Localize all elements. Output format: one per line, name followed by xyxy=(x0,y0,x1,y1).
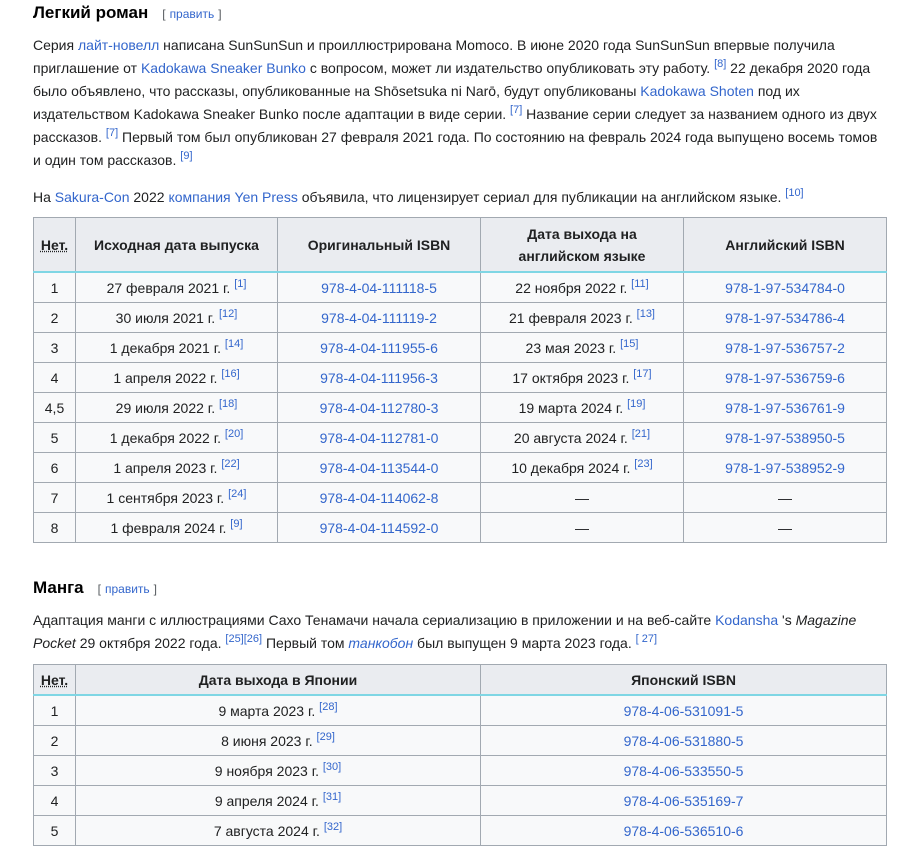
date-text: 29 июля 2022 г. xyxy=(115,399,216,416)
date-text: 9 апреля 2024 г. xyxy=(214,792,319,809)
isbn-link[interactable]: 978-4-06-535169-7 xyxy=(623,792,744,809)
date-text: 10 декабря 2024 г. xyxy=(511,459,631,476)
isbn-link[interactable]: 978-4-04-112781-0 xyxy=(319,429,439,446)
volume-number-cell: 2 xyxy=(34,726,76,756)
edit-section-wrapper: [ править ] xyxy=(162,7,222,21)
table-row xyxy=(34,816,887,846)
english-isbn-cell xyxy=(684,483,887,513)
table-row xyxy=(34,333,887,363)
date-text: 7 августа 2024 г. xyxy=(213,822,320,839)
date-text: 22 ноября 2022 г. xyxy=(515,279,628,296)
citation-link[interactable]: [24] xyxy=(228,487,247,500)
date-text: 8 июня 2023 г. xyxy=(221,732,313,749)
tankobon-link[interactable]: танкобон xyxy=(348,635,414,651)
english-date-cell xyxy=(481,513,684,543)
volume-number-cell: 6 xyxy=(34,453,76,483)
table-row xyxy=(34,483,887,513)
citation-link[interactable]: [25] xyxy=(225,633,244,645)
date-text: 1 февраля 2024 г. xyxy=(110,519,227,536)
english-date-cell xyxy=(481,272,684,303)
manga-paragraph: Адаптация манги с иллюстрациями Сахо Тенамачи начала сериализацию в приложении и на веб-сайте Kodansha 's Magazine Pocket 29 октября 2022 года. [25][26] Первый том танкобон был выпущен 9 марта 2023 года. [ 27] xyxy=(33,612,857,651)
english-isbn-cell xyxy=(684,453,887,483)
volume-number-cell: 4 xyxy=(34,786,76,816)
dash-text: — xyxy=(778,489,792,506)
citation-link[interactable]: [21] xyxy=(631,427,651,440)
english-date-cell xyxy=(481,303,684,333)
table-row xyxy=(34,695,887,726)
original-date-cell xyxy=(76,333,278,363)
japan-date-cell xyxy=(76,786,481,816)
original-isbn-cell xyxy=(278,272,481,303)
isbn-link[interactable]: 978-4-04-114062-8 xyxy=(319,489,439,506)
date-text: 27 февраля 2021 г. xyxy=(106,279,231,296)
citation-link[interactable]: [10] xyxy=(785,187,804,199)
citation-link[interactable]: [26] xyxy=(243,633,263,645)
date-text: 30 июля 2021 г. xyxy=(115,309,216,326)
date-text: 17 октября 2023 г. xyxy=(512,369,630,386)
edit-light-novel-link[interactable]: править xyxy=(169,7,215,21)
english-isbn-cell xyxy=(684,423,887,453)
citation-link[interactable]: [15] xyxy=(620,337,639,350)
citation-link[interactable]: [9] xyxy=(180,150,193,162)
column-header-english-date[interactable]: Дата выхода на английском языке xyxy=(481,218,684,273)
isbn-link[interactable]: 978-4-06-531880-5 xyxy=(623,732,744,749)
light-novel-heading xyxy=(33,3,222,24)
english-isbn-cell xyxy=(684,303,887,333)
citation-link[interactable]: [11] xyxy=(631,277,649,290)
citation-link[interactable]: [8] xyxy=(714,58,727,70)
table-row xyxy=(34,303,887,333)
date-text: 19 марта 2024 г. xyxy=(518,399,624,416)
volume-number-cell: 1 xyxy=(34,695,76,726)
english-isbn-cell xyxy=(684,363,887,393)
english-date-cell xyxy=(481,363,684,393)
citation-link[interactable]: [9] xyxy=(230,517,243,530)
isbn-link[interactable]: 978-1-97-536761-9 xyxy=(725,399,845,416)
light-novel-paragraph-2: На Sakura-Con 2022 компания Yen Press объявила, что лицензирует сериал для публикации на английском языке. [10] xyxy=(33,187,804,205)
column-header-japanese-isbn[interactable]: Японский ISBN xyxy=(481,665,887,696)
citation-link[interactable]: [23] xyxy=(634,457,653,470)
manga-heading xyxy=(33,578,157,599)
english-isbn-cell xyxy=(684,513,887,543)
citation-link[interactable]: [17] xyxy=(633,367,652,380)
isbn-link[interactable]: 978-4-04-114592-0 xyxy=(319,519,439,536)
original-date-cell xyxy=(76,483,278,513)
isbn-link[interactable]: 978-4-06-536510-6 xyxy=(623,822,744,839)
english-isbn-cell xyxy=(684,393,887,423)
original-isbn-cell xyxy=(278,393,481,423)
volume-number-cell: 4,5 xyxy=(34,393,76,423)
japan-date-cell xyxy=(76,695,481,726)
date-text: 21 февраля 2023 г. xyxy=(509,309,633,326)
date-text: 1 декабря 2022 г. xyxy=(109,429,222,446)
citation-link[interactable]: [30] xyxy=(322,760,342,773)
citation-link[interactable]: [31] xyxy=(322,790,342,803)
isbn-link[interactable]: 978-1-97-538952-9 xyxy=(725,459,845,476)
table-header-row xyxy=(34,665,887,696)
japan-date-cell xyxy=(76,816,481,846)
citation-link[interactable]: [1] xyxy=(234,277,247,290)
original-date-cell xyxy=(76,513,278,543)
citation-link[interactable]: [13] xyxy=(636,307,655,320)
table-row xyxy=(34,453,887,483)
kadokawa-sneaker-bunko-link[interactable]: Kadokawa Sneaker Bunko xyxy=(140,60,306,76)
original-date-cell xyxy=(76,423,278,453)
volume-number-cell: 4 xyxy=(34,363,76,393)
date-text: — xyxy=(575,519,589,536)
volume-number-cell: 7 xyxy=(34,483,76,513)
original-isbn-cell xyxy=(278,333,481,363)
table-row xyxy=(34,272,887,303)
original-date-cell xyxy=(76,453,278,483)
japan-date-cell xyxy=(76,756,481,786)
kadokawa-shoten-link[interactable]: Kadokawa Shoten xyxy=(640,83,754,99)
table-row xyxy=(34,393,887,423)
date-text: — xyxy=(575,489,589,506)
isbn-link[interactable]: 978-4-04-111119-2 xyxy=(321,309,437,326)
citation-link[interactable]: [19] xyxy=(627,397,646,410)
original-isbn-cell xyxy=(278,453,481,483)
japanese-isbn-cell xyxy=(481,695,887,726)
original-date-cell xyxy=(76,303,278,333)
light-novel-volumes-table xyxy=(33,217,887,543)
japanese-isbn-cell xyxy=(481,816,887,846)
edit-section-wrapper: [ править ] xyxy=(97,582,157,596)
isbn-link[interactable]: 978-1-97-534786-4 xyxy=(725,309,845,326)
date-text: 1 апреля 2023 г. xyxy=(113,459,218,476)
japan-date-cell xyxy=(76,726,481,756)
english-isbn-cell xyxy=(684,333,887,363)
original-isbn-cell xyxy=(278,483,481,513)
table-row xyxy=(34,363,887,393)
original-isbn-cell xyxy=(278,363,481,393)
citation-link[interactable]: [ 27] xyxy=(635,633,657,645)
citation-link[interactable]: [20] xyxy=(224,427,244,440)
english-date-cell xyxy=(481,453,684,483)
japanese-isbn-cell xyxy=(481,786,887,816)
date-text: 1 сентября 2023 г. xyxy=(106,489,225,506)
column-header-original-date[interactable]: Исходная дата выпуска xyxy=(76,218,278,273)
original-date-cell xyxy=(76,393,278,423)
citation-link[interactable]: [12] xyxy=(218,307,238,320)
original-isbn-cell xyxy=(278,423,481,453)
japanese-isbn-cell xyxy=(481,726,887,756)
table-row xyxy=(34,513,887,543)
kodansha-link[interactable]: Kodansha xyxy=(715,612,779,628)
original-isbn-cell xyxy=(278,513,481,543)
isbn-link[interactable]: 978-4-04-112780-3 xyxy=(319,399,439,416)
citation-link[interactable]: [7] xyxy=(105,127,119,139)
light-novel-paragraph-1: Серия лайт-новелл написана SunSunSun и проиллюстрирована Momoco. В июне 2020 года SunSunSun впервые получила приглашение от Kadokawa Sneaker Bunko с вопросом, может ли издательство опубликовать эту работу. [8] 22 декабря 2020 года было объявлено, что рассказы, опубликованные на Shōsetsuka ni Narō, будут опубликованы Kadokawa Shoten под их издательством Kadokawa Sneaker Bunko после адаптации в виде серии. [7] Название серии следует за названием одного из двух рассказов. [7] Первый том был опубликован 27 февраля 2021 года. По состоянию на февраль 2024 года выпущено восемь томов и один том рассказов. [9] xyxy=(33,37,878,168)
table-row xyxy=(34,726,887,756)
column-header-original-isbn[interactable]: Оригинальный ISBN xyxy=(278,218,481,273)
date-text: 1 апреля 2022 г. xyxy=(113,369,218,386)
column-header-japan-date[interactable]: Дата выхода в Японии xyxy=(76,665,481,696)
isbn-link[interactable]: 978-4-04-111955-6 xyxy=(320,339,438,356)
table-row xyxy=(34,423,887,453)
isbn-link[interactable]: 978-1-97-536759-6 xyxy=(725,369,845,386)
isbn-link[interactable]: 978-4-04-113544-0 xyxy=(319,459,439,476)
citation-link[interactable]: [16] xyxy=(221,367,240,380)
volume-number-cell: 3 xyxy=(34,756,76,786)
japanese-isbn-cell xyxy=(481,756,887,786)
citation-link[interactable]: [29] xyxy=(316,730,335,743)
magazine-pocket-title: Magazine Pocket xyxy=(33,612,857,651)
english-date-cell xyxy=(481,393,684,423)
original-date-cell xyxy=(76,363,278,393)
light-novel-link[interactable]: лайт-новелл xyxy=(77,37,160,53)
citation-link[interactable]: [22] xyxy=(221,457,240,470)
citation-link[interactable]: [14] xyxy=(224,337,244,350)
yen-press-link[interactable]: компания Yen Press xyxy=(168,189,298,205)
english-date-cell xyxy=(481,333,684,363)
column-header-number[interactable]: Нет. xyxy=(34,218,76,273)
isbn-link[interactable]: 978-1-97-536757-2 xyxy=(725,339,845,356)
sakura-con-link[interactable]: Sakura-Con xyxy=(54,189,130,205)
volume-number-cell: 8 xyxy=(34,513,76,543)
english-date-cell xyxy=(481,423,684,453)
table-row xyxy=(34,756,887,786)
table-row xyxy=(34,786,887,816)
english-date-cell xyxy=(481,483,684,513)
english-isbn-cell xyxy=(684,272,887,303)
date-text: 20 августа 2024 г. xyxy=(513,429,628,446)
isbn-link[interactable]: 978-1-97-534784-0 xyxy=(725,279,845,296)
date-text: 9 ноября 2023 г. xyxy=(214,762,319,779)
dash-text: — xyxy=(778,519,792,536)
manga-volumes-table xyxy=(33,664,887,846)
column-header-english-isbn[interactable]: Английский ISBN xyxy=(684,218,887,273)
manga-title: Манга xyxy=(33,578,84,597)
column-header-number[interactable]: Нет. xyxy=(34,665,76,696)
date-text: 1 декабря 2021 г. xyxy=(109,339,222,356)
citation-link[interactable]: [28] xyxy=(319,700,338,713)
volume-number-cell: 1 xyxy=(34,272,76,303)
light-novel-title: Легкий роман xyxy=(33,3,149,22)
isbn-link[interactable]: 978-4-06-531091-5 xyxy=(623,702,744,719)
citation-link[interactable]: [7] xyxy=(510,104,523,116)
table-header-row xyxy=(34,218,887,273)
date-text: 9 марта 2023 г. xyxy=(218,702,316,719)
edit-manga-link[interactable]: править xyxy=(104,582,150,596)
volume-number-cell: 2 xyxy=(34,303,76,333)
isbn-link[interactable]: 978-4-04-111956-3 xyxy=(320,369,438,386)
citation-link[interactable]: [18] xyxy=(218,397,238,410)
isbn-link[interactable]: 978-4-04-111118-5 xyxy=(321,279,437,296)
volume-number-cell: 5 xyxy=(34,816,76,846)
original-date-cell xyxy=(76,272,278,303)
volume-number-cell: 3 xyxy=(34,333,76,363)
isbn-link[interactable]: 978-1-97-538950-5 xyxy=(725,429,845,446)
original-isbn-cell xyxy=(278,303,481,333)
volume-number-cell: 5 xyxy=(34,423,76,453)
isbn-link[interactable]: 978-4-06-533550-5 xyxy=(623,762,744,779)
citation-link[interactable]: [32] xyxy=(323,820,343,833)
date-text: 23 мая 2023 г. xyxy=(525,339,617,356)
